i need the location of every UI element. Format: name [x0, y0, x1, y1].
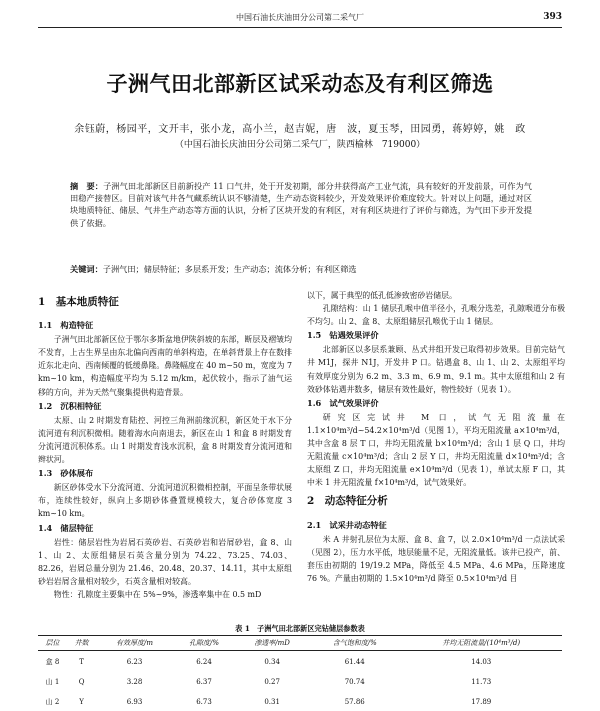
subsection-1-4-heading: 1.4 储层特征	[38, 522, 94, 533]
journal-name: 中国石油长庆油田分公司第二采气厂	[236, 13, 364, 22]
paragraph: 孔隙结构：山 1 储层孔喉中值半径小，孔喉分选差，孔隙喉道分布极不均匀。山 2、盒 8、太原组储层孔喉优于山 1 储层。	[307, 304, 565, 327]
paragraph: 岩性：储层岩性为岩屑石英砂岩、石英砂岩和岩屑砂岩，盒 8、山 1、山 2、太原组储层石英含量分别为 74.22、73.25、74.03、82.26，岩屑总量分别为 21.46、20.48、20.37、14.11，其中太原组砂岩岩屑含量相对较少，石英含量相对较高。	[38, 537, 292, 586]
keywords-label: 关键词：	[70, 264, 103, 274]
table-cell: Y	[79, 698, 84, 706]
paper-title: 子洲气田北部新区试采动态及有利区筛选	[106, 71, 494, 96]
table-row	[38, 671, 562, 691]
table-cell: 70.74	[344, 678, 365, 686]
header-rule	[38, 27, 562, 28]
table-cell: 0.27	[264, 678, 280, 686]
paragraph: 以下，属于典型的低孔低渗致密砂岩储层。	[307, 291, 457, 300]
reservoir-parameter-table	[38, 635, 562, 711]
subsection-1-2-heading: 1.2 沉积相特征	[38, 400, 102, 411]
table-cell: 6.37	[196, 678, 212, 686]
table-cell: 57.86	[344, 698, 365, 706]
table-caption: 表 1 子洲气田北部新区完钻储层参数表	[235, 624, 365, 633]
subsection-2-1-heading: 2.1 试采井动态特征	[307, 519, 387, 530]
page-number: 393	[543, 12, 562, 22]
paragraph: 太原、山 2 时期发育陆控、河控三角洲前缘沉积，新区处于水下分流河道有利沉积微相。随着海水向南退去，新区在山 1 和盒 8 时期发育分流河道沉积体系。山 1 时期发育浅水沉积，盒 8 时期发育分流河道和辫状河。	[38, 415, 292, 465]
table-cell: 61.44	[344, 658, 365, 666]
section-1-heading: 1 基本地质特征	[38, 296, 119, 308]
paragraph: 新区砂体受水下分流河道、分流河道沉积微相控制，平面呈条带状展布，连续性较好，纵向上多期砂体叠置规模较大，复合砂体宽度 3 km~10 km。	[38, 483, 292, 519]
table-cell: 14.03	[471, 658, 492, 666]
table-header-cell: 有效厚度/m	[96, 636, 173, 651]
abstract	[70, 180, 532, 229]
table-cell: 0.31	[264, 698, 280, 706]
table-cell: 盒 8	[45, 658, 60, 666]
abstract-text: 子洲气田北部新区目前新投产 11 口气井，处于开发初期，部分井获得高产工业气流，具有较好的开发前景，可作为气田稳产接替区。目前对该气井各气藏系统认识不够清楚，生产动态资料较少，开发效果评价难度较大。针对以上问题，通过对区块地质特征、储层、气井生产动态等方面的认识，分析了区块开发的有利区，对有利区块进行了评价与筛选，为气田下步开发提供了依据。	[70, 181, 532, 228]
table-header-cell: 井数	[67, 636, 96, 651]
table-header-cell: 渗透率/mD	[235, 636, 309, 651]
paragraph: 子洲气田北部新区位于鄂尔多斯盆地伊陕斜坡的东部，断层及褶皱均不发育，上古生界呈由东北偏向西南的单斜构造，在单斜背景上存在数排近东北走向、西南倾覆的低缓鼻隆。鼻隆幅度在 40 m~50 m，宽度为 7 km~10 km，构造幅度平均为 5.12 m/km，起伏较小，指示了油气运移的方向，并为天然气聚集提供构造背景。	[38, 335, 292, 397]
table-cell: 6.73	[196, 698, 212, 706]
table-cell: 6.93	[126, 698, 143, 706]
subsection-1-6-heading: 1.6 试气效果评价	[307, 397, 379, 408]
table-cell: 17.89	[471, 698, 492, 706]
paragraph: 北部新区以多层系兼顾、丛式井组开发已取得初步效果。目前完钻气井 M1J，探井 N1J，开发井 P 口。钻遇盒 8、山 1、山 2、太原组平均有效厚度分别为 6.2 m、3.3 m、6.9 m、9.1 m。其中太原组和山 2 有效砂体钻遇井数多，储层有效性最好，物性较好（见表 1）。	[307, 345, 565, 394]
subsection-1-5-heading: 1.5 钻遇效果评价	[307, 330, 379, 341]
right-column	[307, 289, 565, 585]
table-header-cell: 层位	[38, 636, 67, 651]
table-row	[38, 651, 562, 672]
section-2-heading: 2 动态特征分析	[307, 495, 388, 508]
table-cell: 山 1	[45, 678, 60, 686]
table-cell: 6.24	[196, 658, 212, 666]
table-row	[38, 691, 562, 711]
table-cell: 11.73	[471, 678, 492, 686]
table-cell: 3.28	[126, 678, 143, 686]
abstract-label: 摘 要：	[70, 181, 104, 191]
subsection-1-3-heading: 1.3 砂体展布	[38, 468, 94, 479]
table-cell: 0.34	[264, 658, 280, 666]
table-cell: 山 2	[45, 698, 60, 706]
affiliation: （中国石油长庆油田分公司第二采气厂，陕西榆林 719000）	[174, 140, 426, 150]
keywords-text: 子洲气田；储层特征；多层系开发；生产动态；流体分析；有利区筛选	[102, 264, 357, 274]
table-header-cell: 含气饱和度/%	[309, 636, 400, 651]
paragraph: 物性：孔隙度主要集中在 5%~9%，渗透率集中在 0.5 mD	[53, 589, 262, 599]
table-cell: Q	[78, 678, 85, 686]
table-header-row	[38, 636, 562, 651]
table-header-cell: 孔隙度/%	[173, 636, 235, 651]
keywords	[70, 264, 532, 275]
subsection-1-1-heading: 1.1 构造特征	[38, 320, 94, 331]
authors: 余钰蔚，杨园平，文开丰，张小龙，高小兰，赵吉妮，唐 波，夏玉琴，田园勇，蒋婷婷，姚 政	[74, 124, 526, 135]
running-header	[38, 12, 562, 30]
paragraph: 米 A 井射孔层位为太原、盒 8、盒 7，以 2.0×10⁴m³/d 一点法试采（见图 2），压力水平低，地层能量不足，无阻流量低。该井已投产，前、套压由初期的 19/19.2 MPa，降低至 4.5 MPa、4.6 MPa，压降速度 76 %。产量由初期的 1.5×10⁴m³/d 降至 0.5×10⁴m³/d 目	[307, 534, 565, 583]
table-header-cell: 井均无阻流量/(10⁴m³/d)	[400, 636, 562, 651]
left-column	[38, 290, 292, 601]
table-cell: 6.23	[126, 658, 143, 666]
paragraph: 研究区完试井 M 口，试气无阻流量在 1.1×10⁴m³/d~54.2×10⁴m³/d（见图 1），平均无阻流量 a×10⁴m³/d，其中含盒 8 层 T 口，井均无阻流量 b×10⁴m³/d；含山 1 层 Q 口，井均无阻流量 c×10⁴m³/d；含山 2 层 Y 口，井均无阻流量 d×10⁴m³/d；含太原组 Z 口，井均无阻流量 e×10⁴m³/d（见表 1），单试太原 F 口，其中米 1 井无阻流量 f×10⁴m³/d，试气效果好。	[307, 412, 565, 488]
table-cell: T	[79, 658, 84, 666]
